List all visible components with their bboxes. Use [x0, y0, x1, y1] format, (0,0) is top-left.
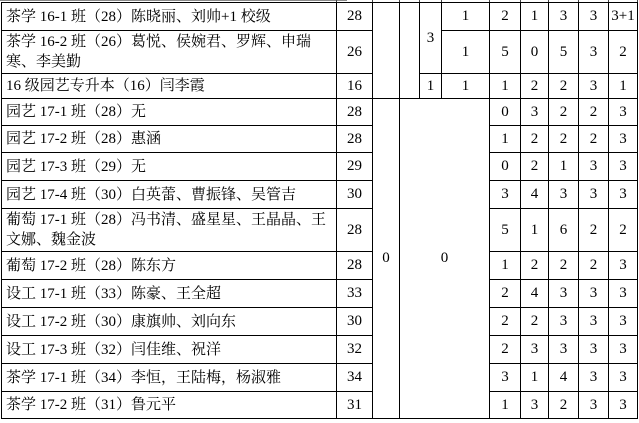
score-cell: 3 [549, 280, 579, 308]
score-cell: 2 [579, 209, 609, 252]
score-cell: 3 [579, 336, 609, 364]
score-cell: 2 [521, 252, 549, 280]
table-row [2, 3, 638, 31]
score-cell: 2 [609, 31, 638, 74]
score-cell: 3 [549, 336, 579, 364]
score-cell: 3 [579, 3, 609, 31]
score-cell: 3 [609, 181, 638, 209]
table-row [2, 209, 638, 252]
class-name-cell: 葡萄 17-1 班（28）冯书清、盛星星、王晶晶、王文娜、魏金波 [2, 209, 337, 252]
student-count-cell: 26 [337, 31, 373, 74]
score-cell: 3 [579, 364, 609, 392]
score-cell: 1 [521, 3, 549, 31]
table-row [2, 392, 638, 419]
score-cell: 2 [549, 74, 579, 99]
score-cell: 3 [549, 181, 579, 209]
class-name-cell: 设工 17-2 班（30）康旗帅、刘向东 [2, 308, 337, 336]
score-cell: 2 [549, 252, 579, 280]
score-cell: 1 [521, 209, 549, 252]
score-cell: 2 [549, 99, 579, 126]
score-cell: 3 [579, 308, 609, 336]
student-count-cell: 32 [337, 336, 373, 364]
score-cell: 3 [609, 364, 638, 392]
score-cell: 3 [521, 336, 549, 364]
score-cell: 3 [579, 31, 609, 74]
table-row [2, 153, 638, 181]
table-row [2, 308, 638, 336]
class-name-cell: 园艺 17-4 班（30）白英蕾、曹振锋、吴管吉 [2, 181, 337, 209]
score-cell: 2 [521, 126, 549, 153]
class-name-cell: 园艺 17-3 班（29）无 [2, 153, 337, 181]
merged-zero-cell-bcd: 0 [400, 99, 490, 419]
student-count-cell: 28 [337, 126, 373, 153]
score-cell: 2 [490, 280, 521, 308]
score-cell: 2 [521, 308, 549, 336]
score-cell: 6 [549, 209, 579, 252]
score-cell: 3 [609, 336, 638, 364]
class-name-cell: 园艺 17-2 班（28）惠涵 [2, 126, 337, 153]
score-cell: 3 [609, 126, 638, 153]
score-cell: 2 [549, 392, 579, 419]
score-cell: 1 [442, 31, 490, 74]
table-row [2, 181, 638, 209]
table-row [2, 126, 638, 153]
merged-empty-cell-a [373, 3, 400, 99]
score-cell: 3+1 [609, 3, 638, 31]
class-name-cell: 园艺 17-1 班（28）无 [2, 99, 337, 126]
score-cell: 1 [490, 126, 521, 153]
score-cell: 3 [521, 392, 549, 419]
student-count-cell: 28 [337, 99, 373, 126]
score-cell: 3 [579, 181, 609, 209]
score-cell: 1 [490, 74, 521, 99]
score-cell: 1 [549, 153, 579, 181]
score-cell: 3 [490, 364, 521, 392]
score-cell: 5 [549, 31, 579, 74]
class-name-cell: 茶学 17-1 班（34）李恒，王陆梅，杨淑雅 [2, 364, 337, 392]
score-cell: 3 [609, 99, 638, 126]
score-cell: 5 [490, 209, 521, 252]
score-cell: 2 [579, 252, 609, 280]
score-cell: 2 [579, 99, 609, 126]
score-cell: 3 [549, 308, 579, 336]
student-count-cell: 16 [337, 74, 373, 99]
merged-empty-cell-b [400, 3, 420, 99]
score-cell: 1 [521, 364, 549, 392]
table-row [2, 364, 638, 392]
score-cell: 1 [609, 74, 638, 99]
student-count-cell: 30 [337, 181, 373, 209]
score-cell: 4 [521, 181, 549, 209]
score-cell: 2 [579, 126, 609, 153]
score-cell: 3 [579, 153, 609, 181]
score-cell: 3 [490, 181, 521, 209]
score-cell: 4 [549, 364, 579, 392]
student-count-cell: 33 [337, 280, 373, 308]
score-cell: 2 [549, 126, 579, 153]
score-cell: 1 [490, 252, 521, 280]
score-cell: 3 [579, 392, 609, 419]
class-name-cell: 设工 17-3 班（32）闫佳维、祝洋 [2, 336, 337, 364]
score-cell: 4 [521, 280, 549, 308]
score-cell: 2 [609, 209, 638, 252]
student-count-cell: 34 [337, 364, 373, 392]
table-row [2, 74, 638, 99]
student-count-cell: 30 [337, 308, 373, 336]
score-cell: 0 [490, 99, 521, 126]
score-cell: 2 [490, 3, 521, 31]
class-evaluation-table [1, 2, 638, 419]
student-count-cell: 28 [337, 252, 373, 280]
score-cell: 3 [549, 3, 579, 31]
score-cell: 3 [521, 99, 549, 126]
score-cell: 3 [609, 308, 638, 336]
score-cell: 2 [521, 153, 549, 181]
student-count-cell: 29 [337, 153, 373, 181]
score-cell: 5 [490, 31, 521, 74]
table-row [2, 252, 638, 280]
score-cell: 1 [442, 3, 490, 31]
score-cell: 3 [579, 74, 609, 99]
table-row [2, 336, 638, 364]
class-name-cell: 设工 17-1 班（33）陈豪、王全超 [2, 280, 337, 308]
class-name-cell: 葡萄 17-2 班（28）陈东方 [2, 252, 337, 280]
class-name-cell: 茶学 16-1 班（28）陈晓丽、刘帅+1 校级 [2, 3, 337, 31]
table-row [2, 99, 638, 126]
score-cell: 2 [521, 74, 549, 99]
score-cell: 1 [420, 74, 442, 99]
table-row [2, 31, 638, 74]
score-cell: 3 [609, 153, 638, 181]
score-cell: 3 [609, 392, 638, 419]
class-name-cell: 16 级园艺专升本（16）闫李霞 [2, 74, 337, 99]
score-cell: 0 [490, 153, 521, 181]
cut-table-edge-line [0, 0, 347, 1]
score-cell: 3 [579, 280, 609, 308]
merged-zero-cell-a: 0 [373, 99, 400, 419]
student-count-cell: 28 [337, 209, 373, 252]
score-cell: 2 [490, 308, 521, 336]
class-name-cell: 茶学 17-2 班（31）鲁元平 [2, 392, 337, 419]
student-count-cell: 31 [337, 392, 373, 419]
table-row [2, 280, 638, 308]
merged-score-cell: 3 [420, 3, 442, 74]
class-name-cell: 茶学 16-2 班（26）葛悦、侯婉君、罗辉、申瑞寒、李美勤 [2, 31, 337, 74]
score-cell: 1 [442, 74, 490, 99]
score-cell: 2 [490, 336, 521, 364]
score-cell: 3 [609, 252, 638, 280]
score-cell: 1 [490, 392, 521, 419]
score-cell: 0 [521, 31, 549, 74]
student-count-cell: 28 [337, 3, 373, 31]
score-cell: 3 [609, 280, 638, 308]
